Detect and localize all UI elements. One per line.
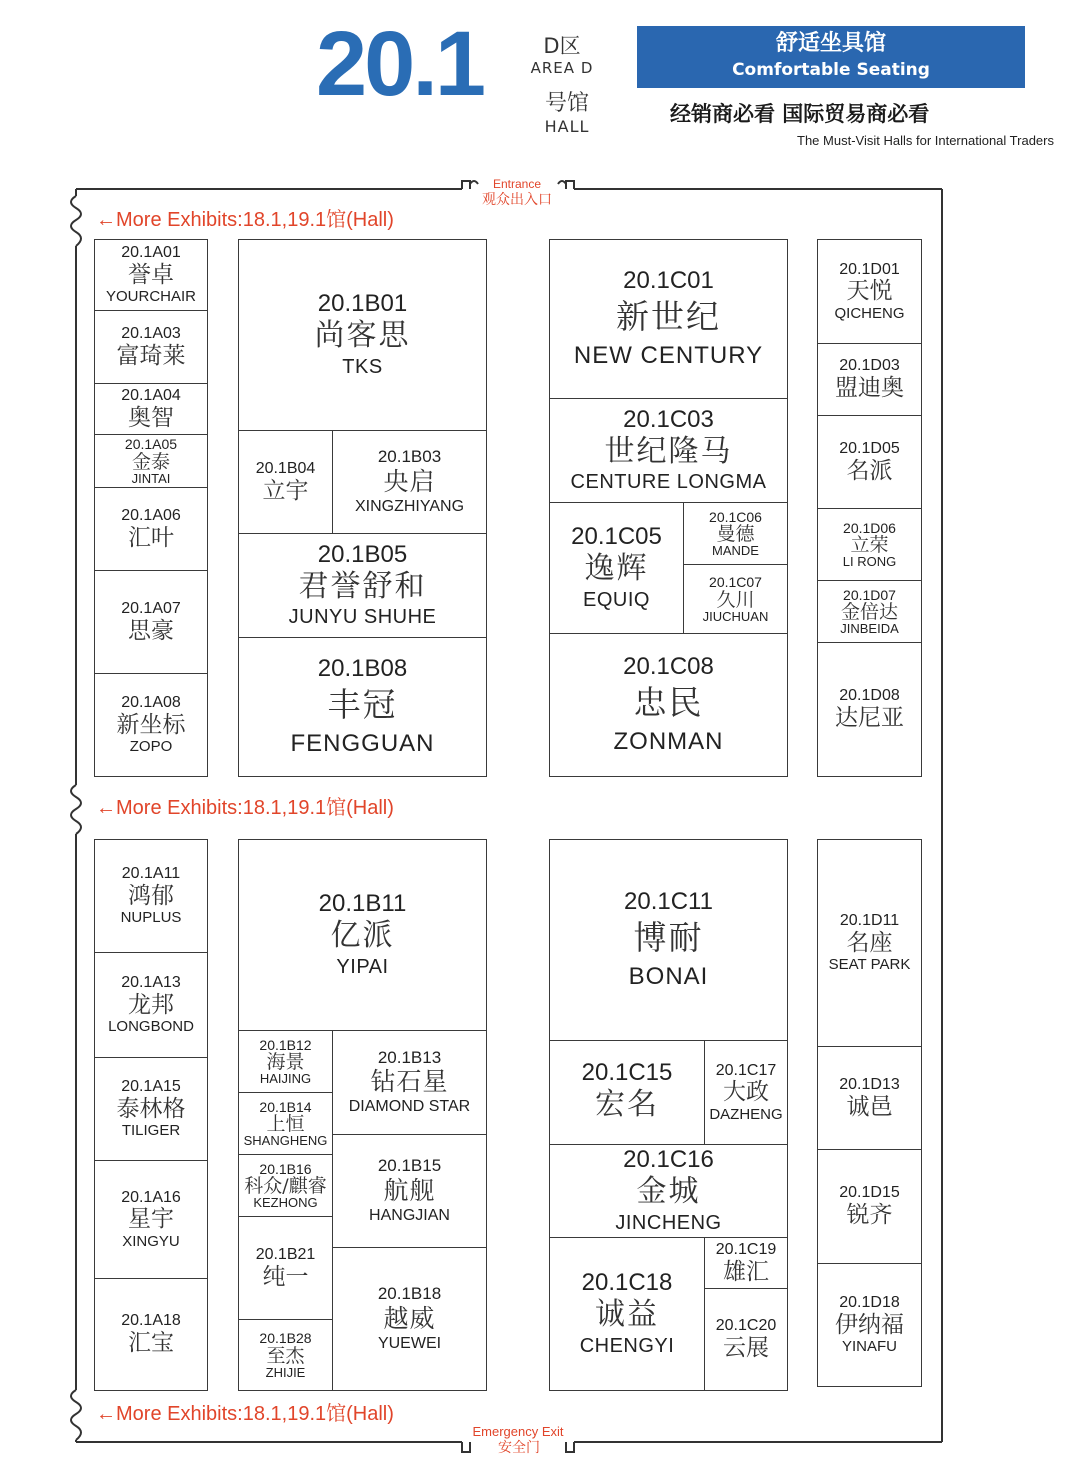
booth-name-en: DAZHENG bbox=[709, 1105, 783, 1123]
booth-name-en: ZONMAN bbox=[613, 728, 724, 756]
booth-name-en: CHENGYI bbox=[579, 1334, 675, 1357]
hall-label-cn: 号馆 bbox=[544, 91, 589, 116]
booth-id: 20.1B16 bbox=[259, 1160, 312, 1177]
booth[interactable] bbox=[94, 673, 208, 777]
booth-name-en: XINGYU bbox=[122, 1232, 180, 1250]
booth-id: 20.1C18 bbox=[581, 1269, 673, 1297]
booth-name-en: QICHENG bbox=[834, 304, 905, 322]
booth-name-cn: 诚邑 bbox=[846, 1093, 893, 1120]
booth-name-cn: 金泰 bbox=[131, 450, 170, 473]
booth-id: 20.1B04 bbox=[255, 459, 316, 477]
booth-name-cn: 龙邦 bbox=[128, 991, 174, 1018]
booth[interactable] bbox=[94, 1160, 208, 1279]
booth-name-cn: 汇叶 bbox=[128, 524, 174, 551]
booth-name-cn: 世纪隆马 bbox=[604, 433, 733, 469]
booth-name-cn: 尚客思 bbox=[314, 318, 411, 354]
booth-id: 20.1D03 bbox=[839, 357, 900, 375]
booth-name-cn: 上恒 bbox=[266, 1113, 305, 1136]
booth-name-cn: 鸿郁 bbox=[128, 882, 174, 909]
booth-name-en: JUNYU SHUHE bbox=[288, 606, 437, 629]
booth-name-cn: 奥智 bbox=[128, 404, 174, 431]
booth-name-en: JINTAI bbox=[131, 470, 171, 486]
booth[interactable] bbox=[238, 1092, 333, 1155]
booth-name-cn: 誉卓 bbox=[128, 261, 174, 288]
booth-name-en: NUPLUS bbox=[120, 909, 182, 927]
emergency-exit-label-en: Emergency Exit bbox=[472, 1424, 564, 1439]
booth-name-cn: 名座 bbox=[846, 929, 893, 956]
booth[interactable] bbox=[94, 1278, 208, 1391]
booth-id: 20.1A06 bbox=[121, 506, 181, 524]
booth[interactable] bbox=[817, 839, 922, 1047]
booth-name-en: JINCHENG bbox=[615, 1211, 722, 1234]
booth-id: 20.1B13 bbox=[377, 1047, 442, 1067]
booth-id: 20.1C11 bbox=[624, 888, 713, 916]
booth-id: 20.1A13 bbox=[121, 974, 181, 992]
booth-name-en: HANGJIAN bbox=[369, 1206, 450, 1224]
booth-name-en: YINAFU bbox=[841, 1338, 897, 1356]
booth[interactable] bbox=[549, 502, 684, 634]
booth-name-en: LI RONG bbox=[842, 554, 897, 570]
booth-id: 20.1A08 bbox=[121, 694, 181, 712]
booth-name-en: JIUCHUAN bbox=[702, 608, 769, 624]
booth[interactable] bbox=[94, 383, 208, 435]
booth-name-cn: 雄汇 bbox=[723, 1258, 769, 1285]
booth[interactable] bbox=[817, 239, 922, 344]
booth[interactable] bbox=[238, 839, 487, 1031]
booth[interactable] bbox=[332, 430, 487, 534]
booth-name-cn: 新坐标 bbox=[116, 711, 186, 738]
booth-name-cn: 思豪 bbox=[128, 617, 174, 644]
booth[interactable] bbox=[549, 839, 788, 1041]
booth[interactable] bbox=[332, 1030, 487, 1135]
booth-id: 20.1C03 bbox=[623, 405, 714, 433]
booth-id: 20.1A01 bbox=[121, 244, 181, 262]
booth-name-en: ZOPO bbox=[129, 738, 173, 756]
booth-name-en: FENGGUAN bbox=[290, 730, 435, 758]
booth-name-en: LONGBOND bbox=[108, 1018, 194, 1036]
booth[interactable] bbox=[549, 1237, 705, 1391]
booth[interactable] bbox=[94, 1057, 208, 1161]
booth-name-en: ZHIJIE bbox=[265, 1364, 306, 1380]
booth-name-cn: 汇宝 bbox=[128, 1330, 174, 1357]
booth-name-cn: 云展 bbox=[723, 1335, 769, 1362]
area-label-cn: D区 bbox=[543, 34, 581, 58]
booth-id: 20.1D11 bbox=[839, 912, 900, 930]
booth-id: 20.1B12 bbox=[259, 1036, 312, 1053]
booth-name-cn: 宏名 bbox=[595, 1087, 659, 1123]
booth[interactable] bbox=[704, 1288, 788, 1391]
booth-id: 20.1B14 bbox=[259, 1098, 312, 1115]
booth-id: 20.1A03 bbox=[121, 324, 181, 342]
booth-name-cn: 盟迪奥 bbox=[835, 375, 904, 402]
emergency-exit-label-cn: 安全门 bbox=[498, 1440, 540, 1456]
booth-id: 20.1B18 bbox=[377, 1284, 442, 1304]
booth[interactable] bbox=[683, 502, 788, 565]
booth-id: 20.1D05 bbox=[839, 439, 900, 457]
area-label-en: AREA D bbox=[530, 59, 594, 77]
booth-id: 20.1B08 bbox=[317, 655, 408, 683]
booth-id: 20.1D15 bbox=[839, 1184, 900, 1202]
booth-name-cn: 富琦莱 bbox=[116, 342, 186, 369]
booth-name-cn: 立宇 bbox=[262, 477, 309, 504]
hall-theme-en: Comfortable Seating bbox=[732, 60, 930, 80]
booth-name-en: EQUIQ bbox=[583, 588, 650, 611]
booth[interactable] bbox=[94, 310, 208, 384]
booth-name-cn: 海景 bbox=[266, 1051, 305, 1074]
booth[interactable] bbox=[238, 637, 487, 777]
booth[interactable] bbox=[817, 1263, 922, 1387]
booth-name-en: YOURCHAIR bbox=[105, 288, 196, 306]
booth[interactable] bbox=[817, 415, 922, 509]
booth-id: 20.1B11 bbox=[318, 890, 407, 918]
booth[interactable] bbox=[238, 1154, 333, 1217]
booth[interactable] bbox=[549, 398, 788, 503]
more-exhibits-link-top[interactable]: ←More Exhibits:18.1,19.1馆(Hall) bbox=[96, 209, 394, 231]
hall-number: 20.1 bbox=[316, 13, 484, 115]
booth-name-cn: 名派 bbox=[846, 457, 893, 484]
booth-name-cn: 大政 bbox=[723, 1079, 769, 1106]
booth-name-cn: 至杰 bbox=[266, 1344, 305, 1367]
booth-name-cn: 钻石星 bbox=[370, 1067, 449, 1097]
booth[interactable] bbox=[238, 533, 487, 638]
booth-name-cn: 久川 bbox=[716, 588, 755, 611]
booth-name-cn: 忠民 bbox=[633, 683, 704, 723]
booth[interactable] bbox=[817, 580, 922, 643]
booth[interactable] bbox=[817, 1046, 922, 1150]
booth-id: 20.1A11 bbox=[121, 865, 181, 883]
booth-id: 20.1B21 bbox=[255, 1245, 316, 1263]
booth-name-en: YIPAI bbox=[336, 955, 389, 978]
booth-name-cn: 达尼亚 bbox=[835, 705, 904, 732]
booth[interactable] bbox=[549, 633, 788, 777]
booth-id: 20.1C06 bbox=[709, 508, 762, 525]
booth[interactable] bbox=[94, 839, 208, 953]
booth-id: 20.1D13 bbox=[839, 1075, 900, 1093]
booth[interactable] bbox=[94, 239, 208, 311]
booth-name-en: JINBEIDA bbox=[840, 621, 899, 637]
booth-id: 20.1B15 bbox=[377, 1156, 442, 1176]
must-visit-en: The Must-Visit Halls for International Traders bbox=[797, 133, 1054, 148]
booth-name-en: NEW CENTURY bbox=[573, 342, 764, 370]
booth-name-cn: 越威 bbox=[383, 1303, 436, 1333]
booth-name-cn: 科众/麒睿 bbox=[244, 1175, 327, 1198]
booth-id: 20.1C19 bbox=[715, 1240, 777, 1258]
booth-id: 20.1D08 bbox=[839, 687, 900, 705]
booth[interactable] bbox=[94, 487, 208, 571]
booth-id: 20.1A16 bbox=[121, 1188, 181, 1206]
booth-id: 20.1B28 bbox=[259, 1330, 312, 1347]
booth-name-cn: 锐齐 bbox=[846, 1202, 893, 1229]
booth-id: 20.1A05 bbox=[124, 436, 178, 453]
more-exhibits-link-middle[interactable]: ←More Exhibits:18.1,19.1馆(Hall) bbox=[96, 797, 394, 819]
booth[interactable] bbox=[238, 1216, 333, 1320]
booth[interactable] bbox=[94, 434, 208, 488]
booth[interactable] bbox=[817, 343, 922, 416]
booth-id: 20.1D01 bbox=[839, 260, 900, 278]
booth-id: 20.1B01 bbox=[317, 290, 408, 318]
booth[interactable] bbox=[549, 239, 788, 399]
booth[interactable] bbox=[238, 1319, 333, 1391]
booth-name-cn: 金倍达 bbox=[840, 601, 898, 624]
more-exhibits-link-bottom[interactable]: ←More Exhibits:18.1,19.1馆(Hall) bbox=[96, 1403, 394, 1425]
booth-id: 20.1C07 bbox=[709, 574, 762, 591]
booth-name-cn: 天悦 bbox=[846, 278, 893, 305]
booth-name-en: YUEWEI bbox=[377, 1334, 442, 1352]
must-visit-cn: 经销商必看 国际贸易商必看 bbox=[670, 102, 930, 126]
booth-name-cn: 君誉舒和 bbox=[298, 568, 427, 604]
booth[interactable] bbox=[817, 642, 922, 777]
booth-name-en: XINGZHIYANG bbox=[354, 497, 465, 515]
booth-name-en: DIAMOND STAR bbox=[348, 1098, 471, 1116]
booth-name-en: CENTURE LONGMA bbox=[570, 471, 767, 494]
booth-name-en: SEAT PARK bbox=[828, 956, 911, 974]
booth-id: 20.1B03 bbox=[377, 447, 442, 467]
booth[interactable] bbox=[238, 1030, 333, 1093]
booth-name-cn: 逸辉 bbox=[584, 551, 649, 587]
booth[interactable] bbox=[704, 1237, 788, 1289]
booth-name-cn: 曼德 bbox=[716, 523, 755, 546]
booth-id: 20.1D06 bbox=[843, 519, 896, 536]
booth-id: 20.1C08 bbox=[623, 653, 714, 681]
booth-id: 20.1C15 bbox=[581, 1059, 673, 1087]
booth-name-en: MANDE bbox=[712, 543, 759, 559]
booth-name-en: HAIJING bbox=[259, 1071, 312, 1087]
booth-id: 20.1C01 bbox=[623, 267, 714, 295]
booth[interactable] bbox=[332, 1247, 487, 1391]
booth-id: 20.1D07 bbox=[843, 586, 896, 603]
booth-name-en: SHANGHENG bbox=[243, 1133, 328, 1149]
booth-name-cn: 诚益 bbox=[595, 1297, 659, 1333]
booth-id: 20.1A07 bbox=[121, 599, 181, 617]
booth-name-cn: 航舰 bbox=[383, 1175, 436, 1205]
booth-id: 20.1C05 bbox=[571, 523, 662, 551]
entrance-label-en: Entrance bbox=[492, 177, 542, 191]
booth-id: 20.1A15 bbox=[121, 1078, 181, 1096]
hall-theme-cn: 舒适坐具馆 bbox=[775, 31, 886, 56]
booth-name-cn: 立荣 bbox=[850, 534, 889, 557]
booth-id: 20.1C17 bbox=[715, 1061, 777, 1079]
booth-id: 20.1C20 bbox=[715, 1317, 777, 1335]
booth-name-cn: 纯一 bbox=[262, 1263, 309, 1290]
booth-id: 20.1A18 bbox=[121, 1312, 181, 1330]
booth[interactable] bbox=[817, 508, 922, 581]
booth-name-en: TILIGER bbox=[121, 1122, 181, 1140]
booth-id: 20.1C16 bbox=[623, 1146, 714, 1174]
booth-name-cn: 伊纳福 bbox=[835, 1311, 904, 1338]
booth-name-cn: 新世纪 bbox=[616, 297, 721, 337]
booth[interactable] bbox=[704, 1040, 788, 1145]
booth-name-cn: 博耐 bbox=[633, 918, 704, 958]
booth[interactable] bbox=[94, 952, 208, 1058]
booth[interactable] bbox=[332, 1134, 487, 1248]
booth-name-en: TKS bbox=[342, 355, 383, 378]
booth-name-cn: 金城 bbox=[636, 1174, 701, 1210]
booth-name-en: BONAI bbox=[628, 963, 709, 991]
hall-label-en: HALL bbox=[544, 117, 590, 136]
booth-id: 20.1D18 bbox=[839, 1294, 900, 1312]
booth[interactable] bbox=[549, 1144, 788, 1238]
booth[interactable] bbox=[94, 570, 208, 674]
booth[interactable] bbox=[238, 430, 333, 534]
booth-name-en: KEZHONG bbox=[253, 1195, 318, 1211]
booth[interactable] bbox=[817, 1149, 922, 1264]
booth-name-cn: 星宇 bbox=[128, 1206, 174, 1233]
booth-id: 20.1B05 bbox=[317, 540, 408, 568]
booth-name-cn: 亿派 bbox=[330, 918, 395, 954]
booth-name-cn: 泰林格 bbox=[116, 1095, 186, 1122]
booth[interactable] bbox=[683, 564, 788, 634]
entrance-label-cn: 观众出入口 bbox=[482, 192, 552, 208]
booth[interactable] bbox=[238, 239, 487, 431]
booth-name-cn: 丰冠 bbox=[327, 685, 398, 725]
booth-id: 20.1A04 bbox=[121, 386, 181, 404]
booth[interactable] bbox=[549, 1040, 705, 1145]
booth-name-cn: 央启 bbox=[383, 466, 436, 496]
